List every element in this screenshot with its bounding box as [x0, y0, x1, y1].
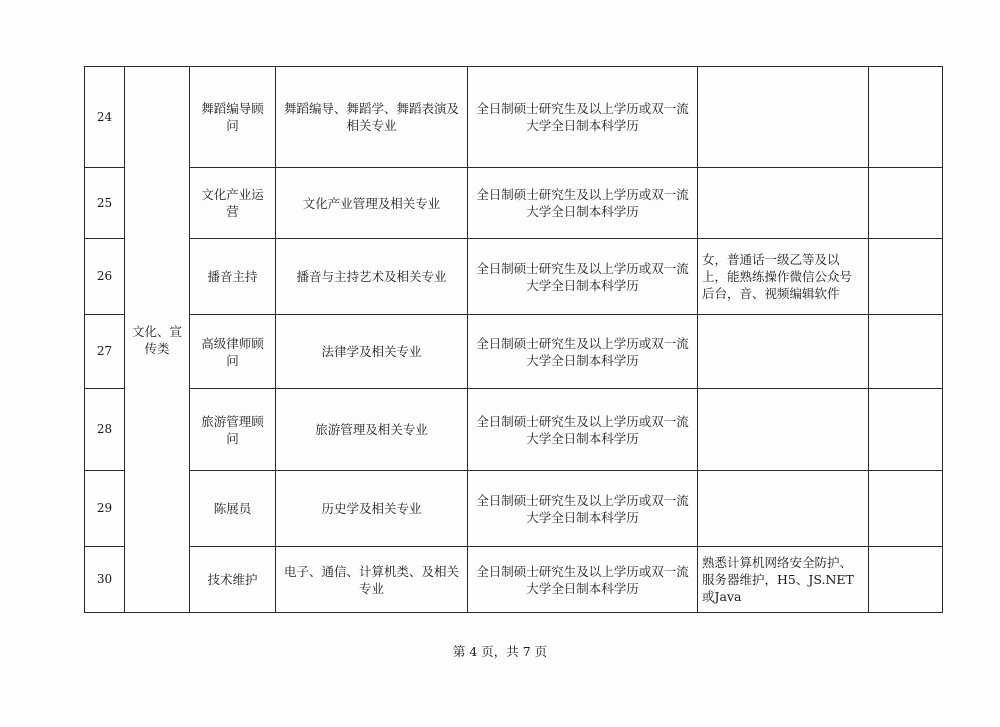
major-cell: 法律学及相关专业 — [276, 315, 468, 389]
row-number: 29 — [85, 471, 125, 547]
position-cell: 播音主持 — [190, 239, 276, 315]
major-cell: 舞蹈编导、舞蹈学、舞蹈表演及相关专业 — [276, 67, 468, 168]
extra-cell — [869, 315, 943, 389]
table-row — [85, 547, 943, 613]
major-cell: 文化产业管理及相关专业 — [276, 168, 468, 239]
education-cell: 全日制硕士研究生及以上学历或双一流大学全日制本科学历 — [468, 239, 698, 315]
position-cell: 旅游管理顾问 — [190, 389, 276, 471]
row-number: 27 — [85, 315, 125, 389]
position-cell: 陈展员 — [190, 471, 276, 547]
remarks-cell — [698, 67, 869, 168]
remarks-cell: 女，普通话一级乙等及以上，能熟练操作微信公众号后台，音、视频编辑软件 — [698, 239, 869, 315]
education-cell: 全日制硕士研究生及以上学历或双一流大学全日制本科学历 — [468, 471, 698, 547]
major-cell: 播音与主持艺术及相关专业 — [276, 239, 468, 315]
major-cell: 电子、通信、计算机类、及相关专业 — [276, 547, 468, 613]
table-row — [85, 471, 943, 547]
row-number: 25 — [85, 168, 125, 239]
row-number: 26 — [85, 239, 125, 315]
table-row — [85, 67, 943, 168]
position-cell: 舞蹈编导顾问 — [190, 67, 276, 168]
page-number-footer: 第 4 页，共 7 页 — [452, 644, 548, 659]
education-cell: 全日制硕士研究生及以上学历或双一流大学全日制本科学历 — [468, 315, 698, 389]
position-cell: 技术维护 — [190, 547, 276, 613]
education-cell: 全日制硕士研究生及以上学历或双一流大学全日制本科学历 — [468, 389, 698, 471]
remarks-cell — [698, 389, 869, 471]
extra-cell — [869, 471, 943, 547]
extra-cell — [869, 389, 943, 471]
extra-cell — [869, 168, 943, 239]
row-number: 30 — [85, 547, 125, 613]
remarks-cell — [698, 471, 869, 547]
extra-cell — [869, 67, 943, 168]
position-cell: 高级律师顾问 — [190, 315, 276, 389]
table-row — [85, 239, 943, 315]
extra-cell — [869, 239, 943, 315]
education-cell: 全日制硕士研究生及以上学历或双一流大学全日制本科学历 — [468, 547, 698, 613]
table-row — [85, 389, 943, 471]
table-row — [85, 315, 943, 389]
category-cell: 文化、宣传类 — [125, 67, 190, 613]
position-cell: 文化产业运营 — [190, 168, 276, 239]
education-cell: 全日制硕士研究生及以上学历或双一流大学全日制本科学历 — [468, 67, 698, 168]
row-number: 24 — [85, 67, 125, 168]
remarks-cell — [698, 315, 869, 389]
education-cell: 全日制硕士研究生及以上学历或双一流大学全日制本科学历 — [468, 168, 698, 239]
remarks-cell: 熟悉计算机网络安全防护、服务器维护，H5、JS.NET或Java — [698, 547, 869, 613]
remarks-cell — [698, 168, 869, 239]
major-cell: 旅游管理及相关专业 — [276, 389, 468, 471]
row-number: 28 — [85, 389, 125, 471]
table-row — [85, 168, 943, 239]
major-cell: 历史学及相关专业 — [276, 471, 468, 547]
extra-cell — [869, 547, 943, 613]
recruitment-table — [84, 66, 943, 613]
